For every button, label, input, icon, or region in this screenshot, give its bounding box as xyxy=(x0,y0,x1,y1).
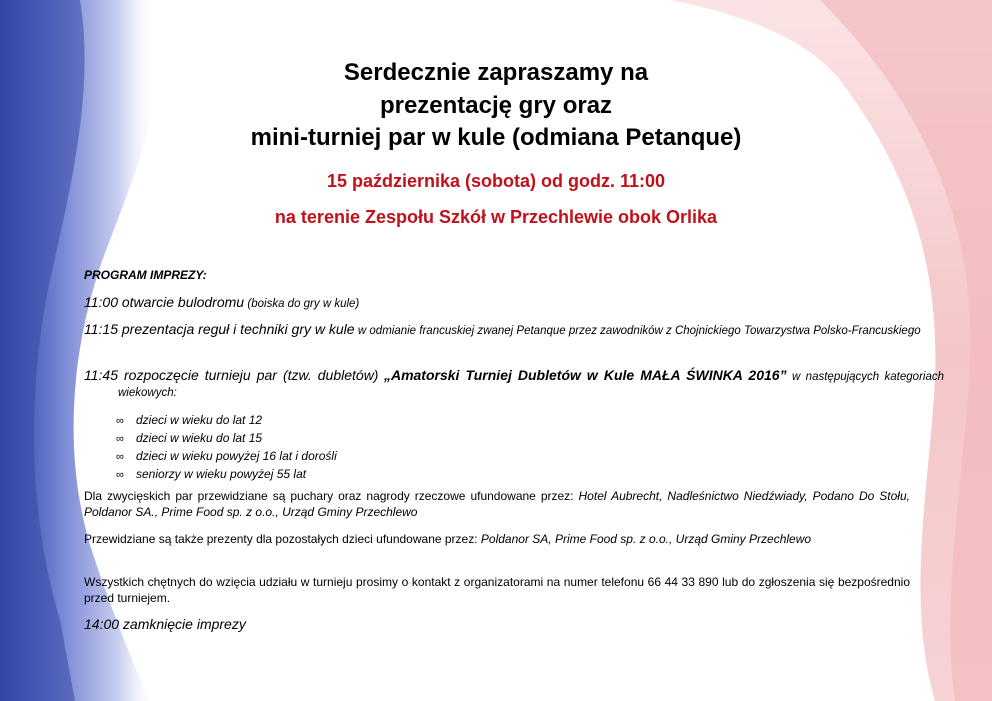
prizes-intro: Dla zwycięskich par przewidziane są puchary oraz nagrody rzeczowe ufundowane przez: xyxy=(84,489,574,503)
infinity-bullet-icon: ∞ xyxy=(116,469,124,481)
infinity-bullet-icon: ∞ xyxy=(116,433,124,445)
event-date: 15 października (sobota) od godz. 11:00 xyxy=(326,171,666,191)
item-note: w następujących kategoriach wiekowych: xyxy=(118,371,944,399)
category-label: dzieci w wieku do lat 12 xyxy=(136,413,263,427)
category-label: dzieci w wieku powyżej 16 lat i dorośli xyxy=(136,449,337,463)
contact-paragraph: Wszystkich chętnych do wzięcia udziału w turnieju prosimy o kontakt z organizatorami na numer telefonu 66 44 33 890 lub do zgłoszenia się bezpośrednio przed turniejem. xyxy=(84,575,910,605)
list-item xyxy=(116,412,337,430)
tournament-title: „Amatorski Turniej Dubletów w Kule MAŁA ŚWINKA 2016” xyxy=(383,367,787,383)
category-label: seniorzy w wieku powyżej 55 lat xyxy=(136,467,307,481)
program-item-tournament xyxy=(84,368,944,401)
closing-time: 14:00 zamknięcie imprezy xyxy=(84,616,246,632)
event-location: na terenie Zespołu Szkół w Przechlewie obok Orlika xyxy=(274,207,718,227)
title-line-1: Serdecznie zapraszamy na xyxy=(343,59,649,86)
prizes-sponsors: Hotel Aubrecht, Nadleśnictwo Niedźwiady, Podano Do Stołu, Poldanor SA., Prime Food sp. z o.o., Urząd Gminy Przechlewo xyxy=(84,489,910,519)
list-item xyxy=(116,430,337,448)
program-item-opening xyxy=(84,295,944,312)
item-time-label: 11:15 prezentacja reguł i techniki gry w kule xyxy=(84,321,355,337)
list-item xyxy=(116,466,337,484)
item-note: w odmianie francuskiej zwanej Petanque przez zawodników z Chojnickiego Towarzystwa Polsko-Francuskiego xyxy=(357,325,921,337)
program-heading: PROGRAM IMPREZY: xyxy=(84,268,207,282)
item-time-label: 11:00 otwarcie bulodromu xyxy=(84,294,245,310)
infinity-bullet-icon: ∞ xyxy=(116,415,124,427)
gifts-paragraph xyxy=(84,531,910,547)
program-item-presentation xyxy=(84,322,944,339)
category-label: dzieci w wieku do lat 15 xyxy=(136,431,263,445)
title-line-3: mini-turniej par w kule (odmiana Petanque) xyxy=(250,124,742,151)
list-item xyxy=(116,448,337,466)
item-time-label: 11:45 rozpoczęcie turnieju par (tzw. dubletów) xyxy=(84,367,379,383)
infinity-bullet-icon: ∞ xyxy=(116,451,124,463)
item-note: (boiska do gry w kule) xyxy=(247,298,360,310)
title-line-2: prezentację gry oraz xyxy=(379,92,613,119)
age-categories-list xyxy=(116,412,337,484)
gifts-sponsors: Poldanor SA, Prime Food sp. z o.o., Urząd Gminy Przechlewo xyxy=(480,532,812,546)
prizes-paragraph xyxy=(84,488,910,520)
gifts-intro: Przewidziane są także prezenty dla pozostałych dzieci ufundowane przez: xyxy=(84,532,478,546)
